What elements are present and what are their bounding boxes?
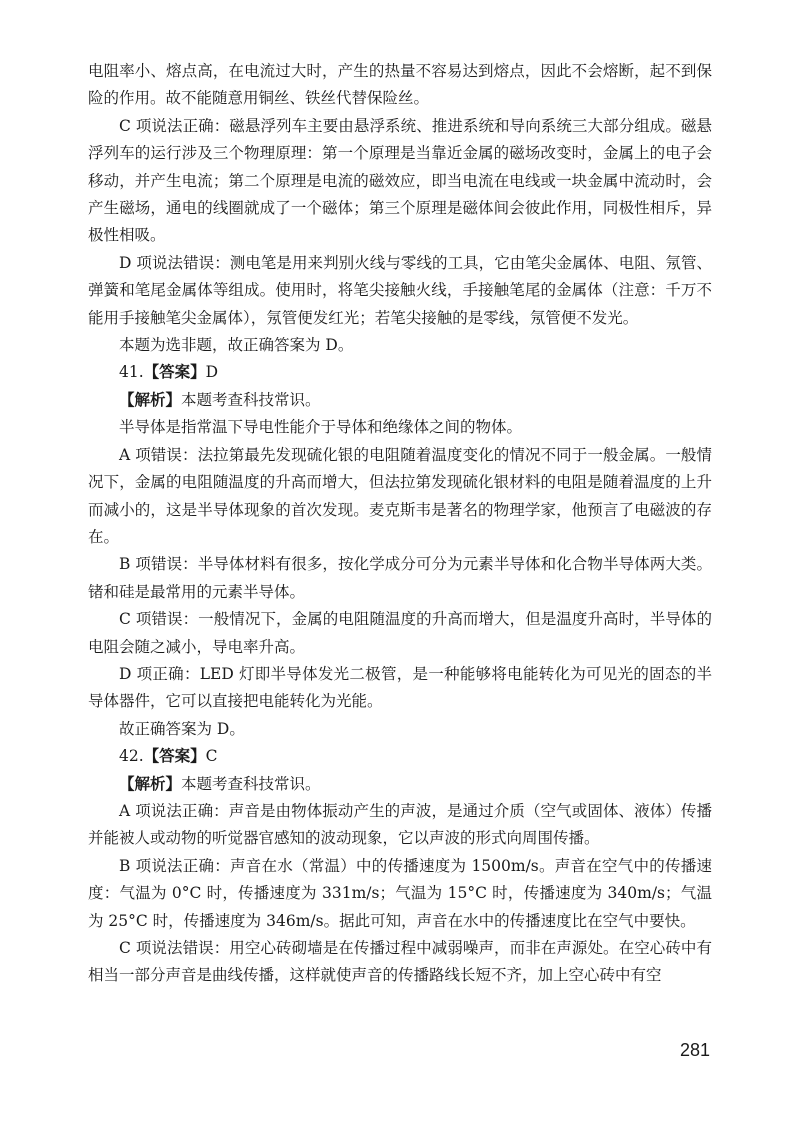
paragraph-test-pen: D 项说法错误：测电笔是用来判别火线与零线的工具，它由笔尖金属体、电阻、氖管、弹簧和笔尾金属体等组成。使用时，将笔尖接触火线，手接触笔尾的金属体（注意：千万不能用手接触笔尖金属体），氖管便发红光；若笔尖接触的是零线，氖管便不发光。 <box>88 253 712 327</box>
paragraph-41-conclusion: 故正确答案为 D。 <box>119 719 245 738</box>
paragraph-semiconductor-def: 半导体是指常温下导电性能介于导体和绝缘体之间的物体。 <box>119 418 523 437</box>
answer-label-41: 【答案】 <box>143 363 206 382</box>
paragraph-42-option-a: A 项说法正确：声音是由物体振动产生的声波，是通过介质（空气或固体、液体）传播并能被人或动物的听觉器官感知的波动现象，它以声波的形式向周围传播。 <box>88 801 712 848</box>
paragraph-fuse-continued: 电阻率小、熔点高，在电流过大时，产生的热量不容易达到熔点，因此不会熔断，起不到保险的作用。故不能随意用铜丝、铁丝代替保险丝。 <box>88 62 712 108</box>
paragraph-42-option-c: C 项说法错误：用空心砖砌墙是在传播过程中减弱噪声，而非在声源处。在空心砖中有相当一部分声音是曲线传播，这样就使声音的传播路线长短不齐，加上空心砖中有空 <box>88 939 712 985</box>
answer-line-41 <box>88 359 712 386</box>
paragraph-41-option-d: D 项正确：LED 灯即半导体发光二极管，是一种能够将电能转化为可见光的固态的半导体器件，它可以直接把电能转化为光能。 <box>88 664 712 711</box>
question-number-41: 41. <box>119 363 144 382</box>
answer-label-42: 【答案】 <box>143 747 206 766</box>
analysis-line-41 <box>88 387 712 414</box>
answer-value-41: D <box>205 363 219 382</box>
question-number-42: 42. <box>119 747 144 766</box>
analysis-line-42 <box>88 771 712 798</box>
answer-line-42 <box>88 743 712 770</box>
paragraph-41-option-a: A 项错误：法拉第最先发现硫化银的电阻随着温度变化的情况不同于一般金属。一般情况下，金属的电阻随温度的升高而增大，但法拉第发现硫化银材料的电阻是随着温度的上升而减小的，这是半导体现象的首次发现。麦克斯韦是著名的物理学家，他预言了电磁波的存在。 <box>88 445 712 546</box>
paragraph-answer-summary-40: 本题为选非题，故正确答案为 D。 <box>119 336 354 355</box>
analysis-text-41: 本题考查科技常识。 <box>181 390 321 409</box>
answer-value-42: C <box>205 747 218 766</box>
analysis-text-42: 本题考查科技常识。 <box>181 774 321 793</box>
paragraph-42-option-b: B 项说法正确：声音在水（常温）中的传播速度为 1500m/s。声音在空气中的传播速度：气温为 0°C 时，传播速度为 331m/s；气温为 15°C 时，传播速度为 340m/s；气温为 25°C 时，传播速度为 346m/s。据此可知，声音在水中的传播速度比在空气中要快。 <box>88 856 712 930</box>
document-body <box>88 58 712 990</box>
page-number: 281 <box>679 1040 710 1060</box>
analysis-label-42: 【解析】 <box>119 774 182 793</box>
paragraph-maglev: C 项说法正确：磁悬浮列车主要由悬浮系统、推进系统和导向系统三大部分组成。磁悬浮列车的运行涉及三个物理原理：第一个原理是当靠近金属的磁场改变时，金属上的电子会移动，并产生电流；第二个原理是电流的磁效应，即当电流在电线或一块金属中流动时，会产生磁场，通电的线圈就成了一个磁体；第三个原理是磁体间会彼此作用，同极性相斥，异极性相吸。 <box>88 116 712 245</box>
paragraph-41-option-b: B 项错误：半导体材料有很多，按化学成分可分为元素半导体和化合物半导体两大类。锗和硅是最常用的元素半导体。 <box>88 555 712 601</box>
paragraph-41-option-c: C 项错误：一般情况下，金属的电阻随温度的升高而增大，但是温度升高时，半导体的电阻会随之减小，导电率升高。 <box>88 610 712 656</box>
analysis-label-41: 【解析】 <box>119 390 182 409</box>
